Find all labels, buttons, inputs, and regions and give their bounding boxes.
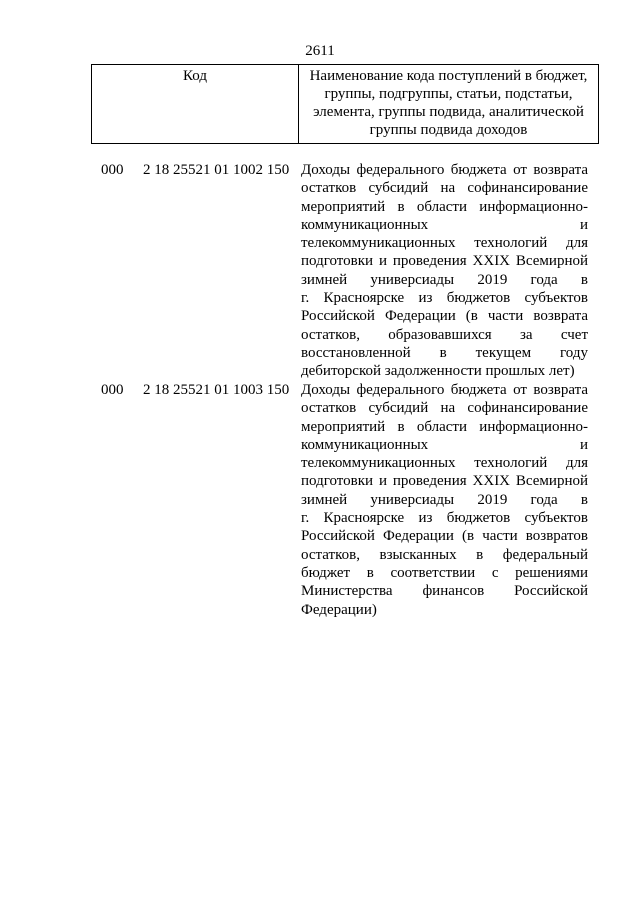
description-line: Российской Федерации (в части возврата: [301, 308, 588, 325]
description-line: остатков, образовавшихся за счет: [301, 326, 588, 343]
description-line: восстановленной в текущем году: [301, 344, 588, 361]
row-income-code: 2 18 25521 01 1003 150: [143, 382, 290, 398]
description-line: остатков субсидий на софинансирование: [301, 180, 588, 197]
description-line: г. Красноярске из бюджетов субъектов: [301, 510, 588, 527]
description-line: остатков, взысканных в федеральный: [301, 546, 588, 563]
description-line: Доходы федерального бюджета от возврата: [301, 162, 588, 178]
header-code-cell: Код: [92, 65, 299, 144]
description-line: дебиторской задолженности прошлых лет): [301, 363, 575, 380]
description-line: коммуникационных и: [301, 436, 588, 453]
row-income-code: 2 18 25521 01 1002 150: [143, 162, 290, 178]
description-line: коммуникационных и: [301, 216, 588, 233]
description-line: Федерации): [301, 601, 377, 618]
description-line: телекоммуникационных технологий для: [301, 455, 588, 472]
description-line: бюджет в соответствии с решениями: [301, 564, 588, 581]
page-number: 2611: [305, 43, 335, 59]
row-description: [301, 161, 588, 381]
row-admin-code: 000: [101, 382, 124, 398]
description-line: зимней универсиады 2019 года в: [301, 271, 588, 288]
description-line: мероприятий в области информационно-: [301, 418, 588, 435]
description-line: Министерства финансов Российской: [301, 583, 588, 600]
table-header: [91, 64, 599, 144]
description-line: остатков субсидий на софинансирование: [301, 400, 588, 417]
description-line: телекоммуникационных технологий для: [301, 235, 588, 252]
description-line: Доходы федерального бюджета от возврата: [301, 382, 588, 398]
description-line: подготовки и проведения XXIX Всемирной: [301, 253, 588, 270]
description-line: мероприятий в области информационно-: [301, 198, 588, 215]
description-line: Российской Федерации (в части возвратов: [301, 528, 588, 545]
description-line: зимней универсиады 2019 года в: [301, 491, 588, 508]
header-name-cell: Наименование кода поступлений в бюджет, группы, подгруппы, статьи, подстатьи, элемента, группы подвида, аналитической группы подвида доходов: [299, 65, 599, 144]
description-line: г. Красноярске из бюджетов субъектов: [301, 290, 588, 307]
row-description: [301, 381, 588, 619]
description-line: подготовки и проведения XXIX Всемирной: [301, 473, 588, 490]
row-admin-code: 000: [101, 162, 124, 178]
